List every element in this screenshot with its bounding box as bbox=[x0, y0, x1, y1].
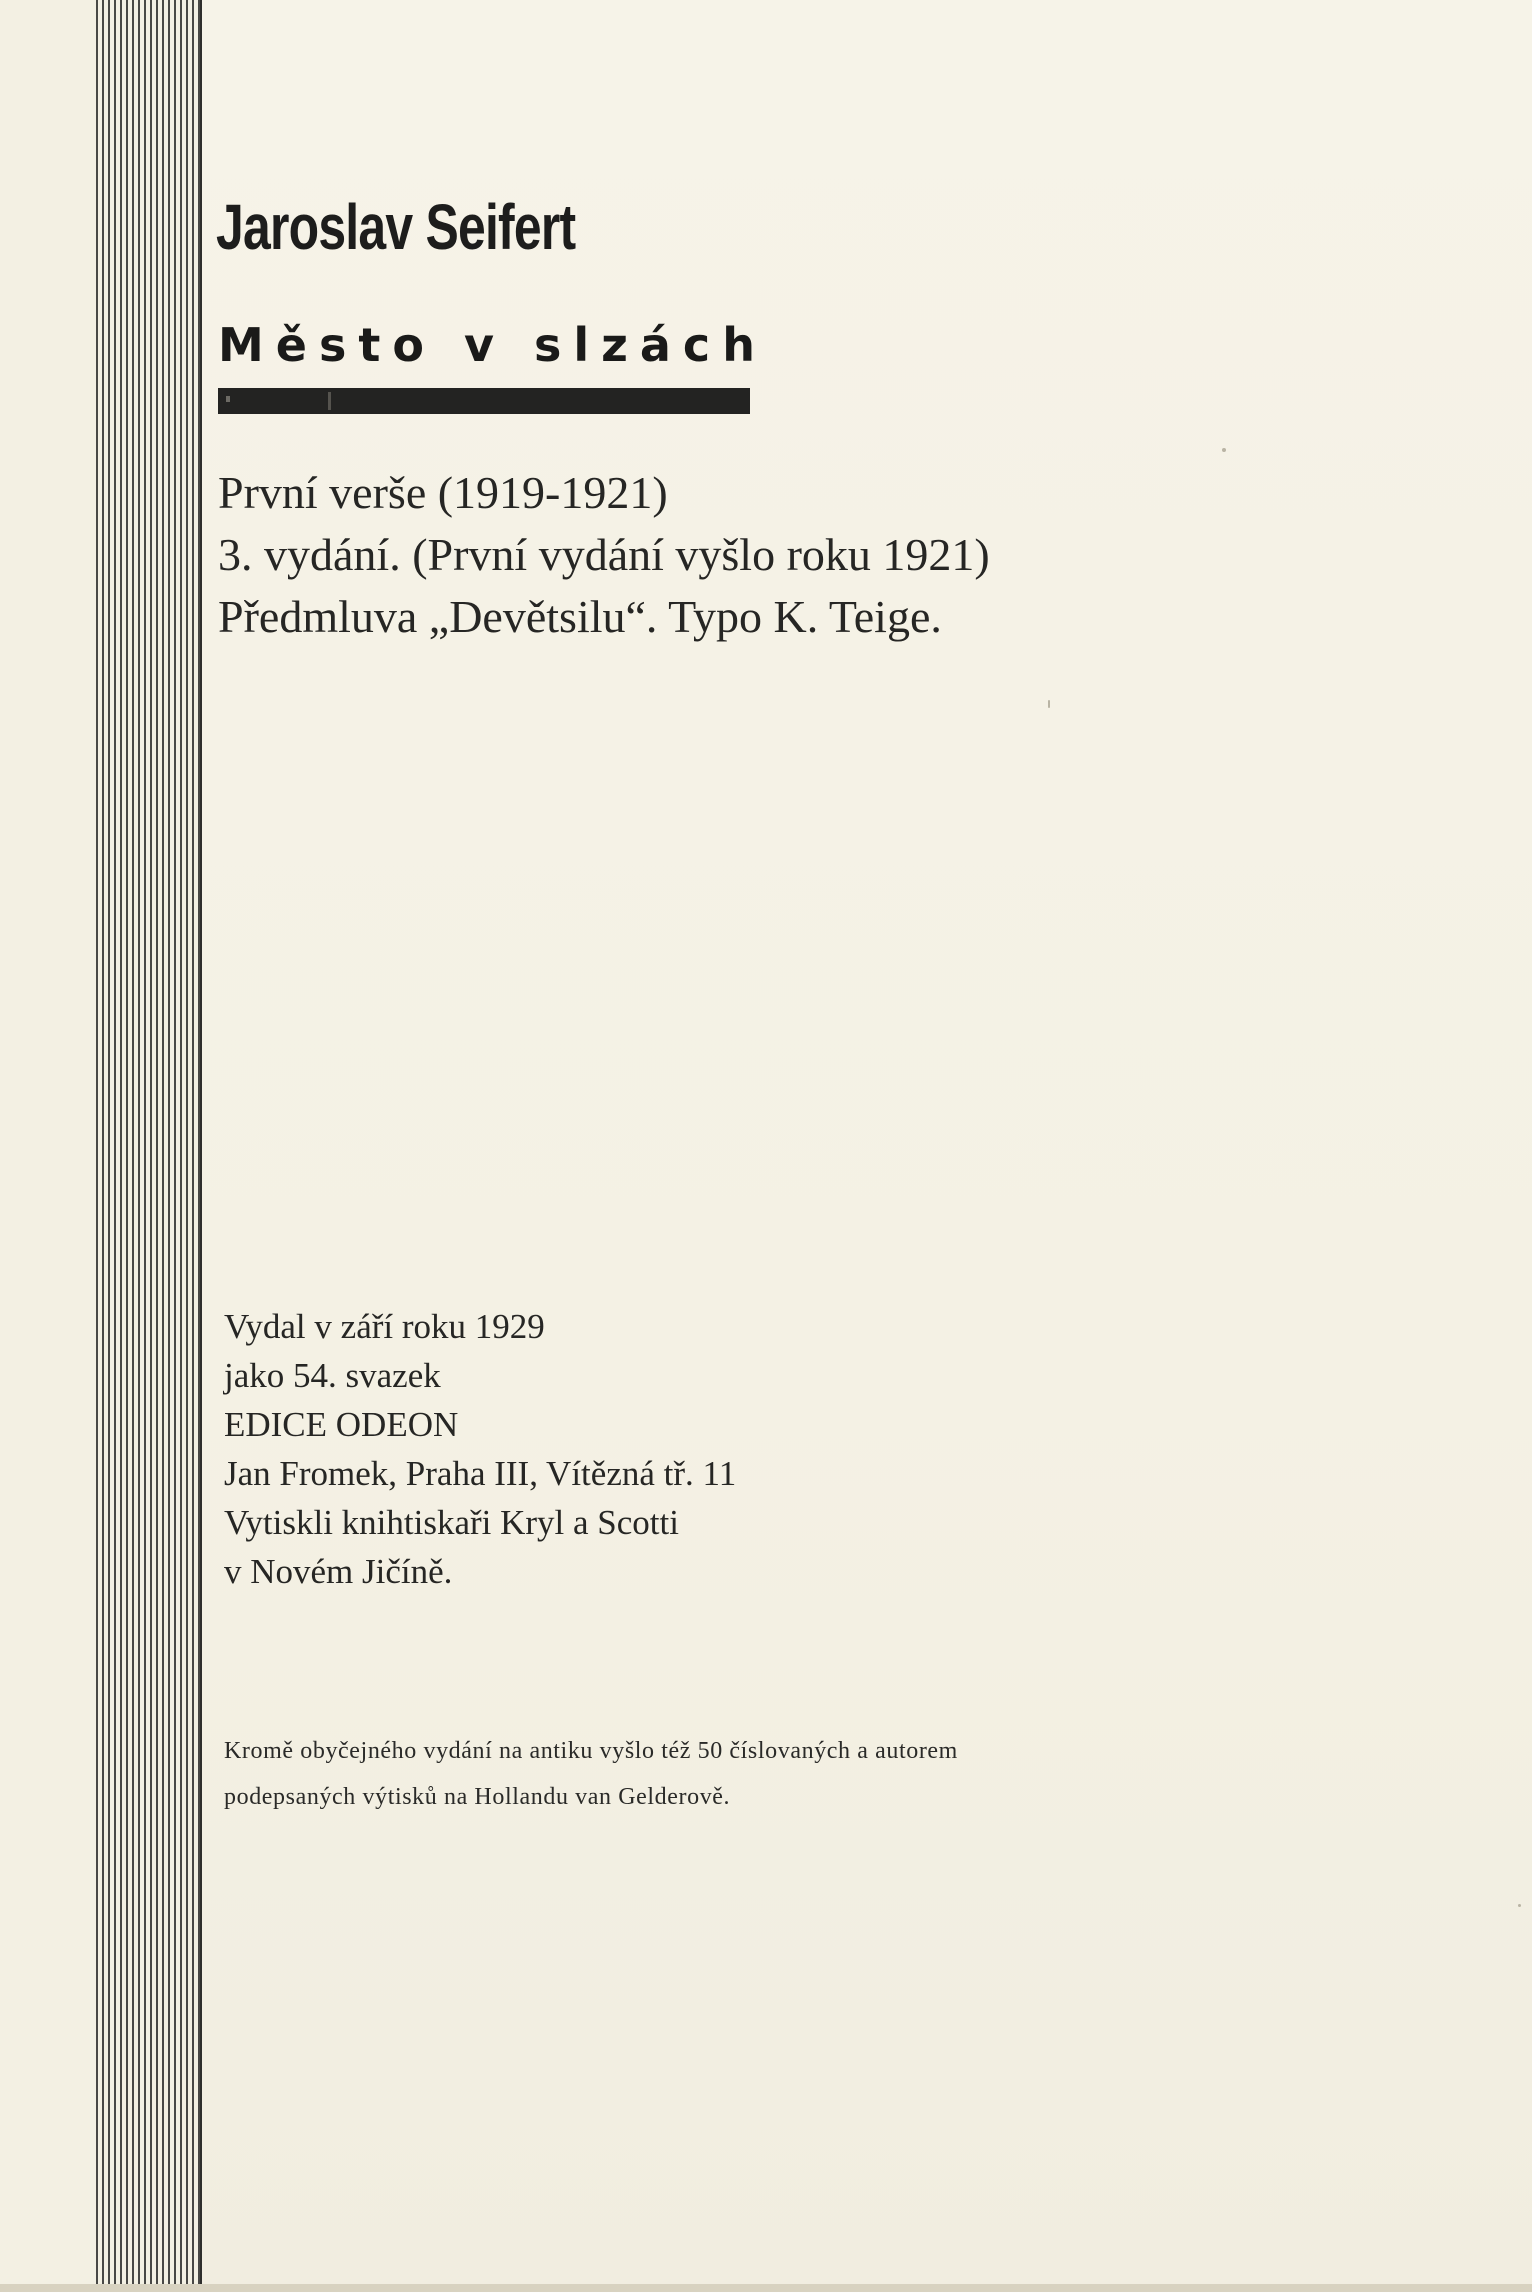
bottom-edge bbox=[0, 2284, 1532, 2292]
paper-speck bbox=[1048, 700, 1050, 708]
colophon-line: Vydal v září roku 1929 bbox=[224, 1307, 545, 1346]
edition-line: Předmluva „Devětsilu“. Typo K. Teige. bbox=[218, 591, 942, 642]
note-line: podepsaných výtisků na Hollandu van Gelderově. bbox=[224, 1784, 731, 1810]
colophon-line: EDICE ODEON bbox=[224, 1405, 459, 1444]
vertical-rule-edge bbox=[200, 0, 202, 2292]
edition-line: 3. vydání. (První vydání vyšlo roku 1921) bbox=[218, 529, 990, 580]
book-title: Město v slzách bbox=[218, 318, 767, 372]
paper-speck bbox=[1518, 1904, 1521, 1907]
title-underline-bar bbox=[218, 388, 750, 414]
colophon-line: v Novém Jičíně. bbox=[224, 1552, 453, 1591]
colophon-line: jako 54. svazek bbox=[224, 1356, 441, 1395]
edition-line: První verše (1919-1921) bbox=[218, 467, 668, 518]
colophon bbox=[224, 1302, 736, 1596]
paper-speck bbox=[1222, 448, 1226, 452]
colophon-line: Vytiskli knihtiskaři Kryl a Scotti bbox=[224, 1503, 679, 1542]
note-line: Kromě obyčejného vydání na antiku vyšlo též 50 číslovaných a autorem bbox=[224, 1738, 958, 1764]
left-margin bbox=[0, 0, 96, 2292]
colophon-line: Jan Fromek, Praha III, Vítězná tř. 11 bbox=[224, 1454, 737, 1493]
edition-info bbox=[218, 462, 990, 648]
author-name: Jaroslav Seifert bbox=[216, 191, 576, 263]
edition-note bbox=[224, 1728, 1224, 1820]
vertical-rule-band bbox=[96, 0, 200, 2292]
